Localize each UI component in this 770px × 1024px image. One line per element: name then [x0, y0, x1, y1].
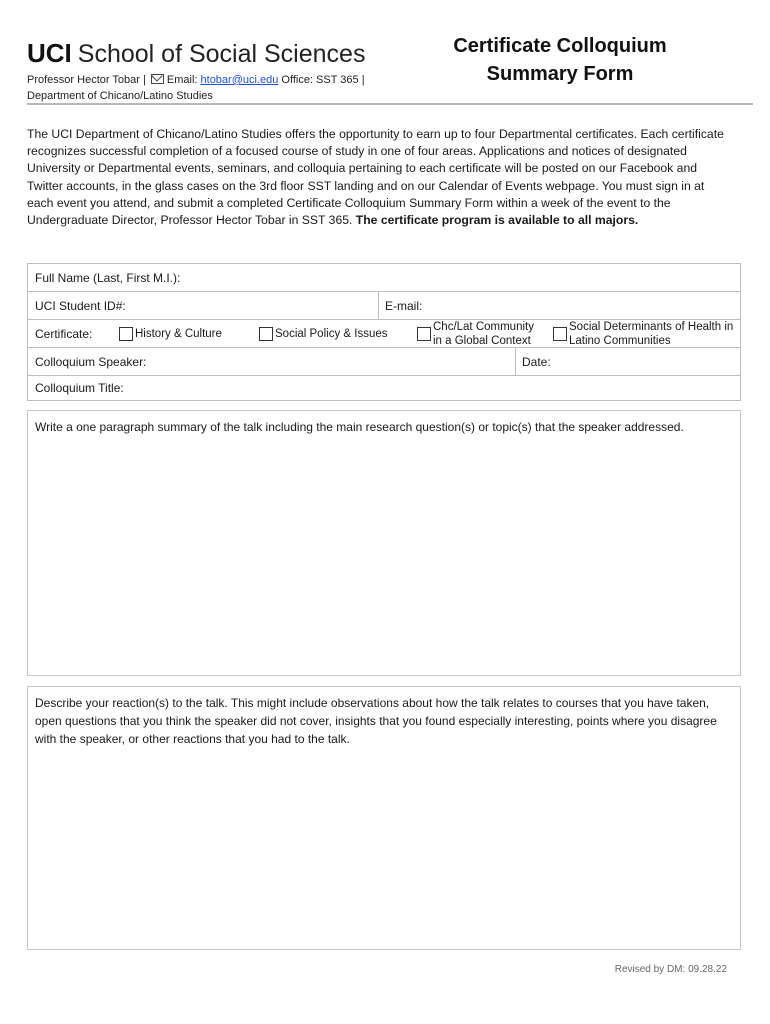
title-row: [28, 376, 740, 400]
checkbox-chc-lat-community[interactable]: [417, 320, 534, 347]
email-link[interactable]: htobar@uci.edu: [200, 74, 279, 86]
checkbox-history-culture[interactable]: [119, 320, 222, 347]
professor-name: Professor Hector Tobar |: [27, 74, 146, 86]
checkbox-box[interactable]: [259, 327, 273, 341]
form-title-line2: Summary Form: [486, 63, 634, 85]
checkbox-social-policy[interactable]: [259, 320, 388, 347]
checkbox-box[interactable]: [119, 327, 133, 341]
reaction-textarea[interactable]: [27, 686, 741, 950]
office-info: Office: SST 365 |: [281, 74, 365, 86]
certificate-label: Certificate:: [35, 327, 93, 341]
logo-school-name: School of Social Sciences: [77, 40, 366, 68]
checkbox-label: History & Culture: [135, 327, 222, 340]
student-info-form: [27, 263, 741, 401]
full-name-label: Full Name (Last, First M.I.):: [35, 271, 181, 285]
student-id-label: UCI Student ID#:: [35, 299, 126, 313]
checkbox-label-line1: Social Determinants of Health in: [569, 320, 734, 333]
speaker-field[interactable]: [28, 348, 515, 375]
revision-note: Revised by DM: 09.28.22: [614, 964, 727, 975]
colloquium-title-field[interactable]: [28, 376, 740, 400]
checkbox-label-line1: Chc/Lat Community: [433, 320, 534, 333]
email-field[interactable]: [378, 292, 740, 319]
checkbox-label-line2: in a Global Context: [433, 334, 531, 347]
speaker-row: [28, 348, 740, 376]
summary-prompt: Write a one paragraph summary of the talk including the main research question(s) or topic(s) that the speaker addressed.: [35, 420, 684, 434]
form-title-line1: Certificate Colloquium: [453, 35, 667, 57]
department-name: Department of Chicano/Latino Studies: [27, 90, 213, 102]
email-field-label: E-mail:: [385, 299, 423, 313]
checkbox-label-line2: Latino Communities: [569, 334, 671, 347]
checkbox-label: [569, 320, 733, 348]
email-label: Email:: [166, 74, 198, 86]
checkbox-label: Social Policy & Issues: [275, 327, 388, 340]
header-divider: [27, 103, 753, 105]
checkbox-label: [433, 320, 534, 348]
intro-text: The UCI Department of Chicano/Latino Studies offers the opportunity to earn up to four Departmental certificates. Each certificate recognizes successful completion of a focused course of study in one of four areas. Applications and notices of designated University or Departmental events, seminars, and colloquia pertaining to each certificate will be posted on our Facebook and Twitter accounts, in the glass cases on the 3rd floor SST landing and on our Calendar of Events webpage. You must sign in at each event you attend, and submit a completed Certificate Colloquium Summary Form within a week of the event to the Undergraduate Director, Professor Hector Tobar in SST 365.: [27, 127, 724, 228]
uci-logo: [27, 38, 365, 69]
student-id-row: [28, 292, 740, 320]
intro-bold-text: The certificate program is available to all majors.: [355, 213, 639, 228]
intro-paragraph: [27, 126, 727, 229]
certificate-row: [28, 320, 740, 348]
date-field[interactable]: [515, 348, 740, 375]
checkbox-box[interactable]: [553, 327, 567, 341]
contact-info: [27, 72, 365, 104]
speaker-label: Colloquium Speaker:: [35, 355, 147, 369]
date-label: Date:: [522, 355, 551, 369]
checkbox-social-determinants[interactable]: [553, 320, 733, 347]
student-id-field[interactable]: [28, 292, 378, 319]
summary-textarea[interactable]: [27, 410, 741, 676]
colloquium-title-label: Colloquium Title:: [35, 381, 124, 395]
reaction-prompt: Describe your reaction(s) to the talk. This might include observations about how the talk relates to courses that you have taken, open questions that you think the speaker did not cover, insights that you found especially interesting, points where you disagree with the speaker, or other reactions that you had to the talk.: [35, 696, 717, 746]
full-name-row[interactable]: [28, 264, 740, 292]
mail-icon: [151, 74, 164, 84]
logo-uci: UCI: [27, 38, 72, 68]
form-title: [430, 32, 690, 88]
checkbox-box[interactable]: [417, 327, 431, 341]
full-name-field[interactable]: [28, 264, 740, 291]
